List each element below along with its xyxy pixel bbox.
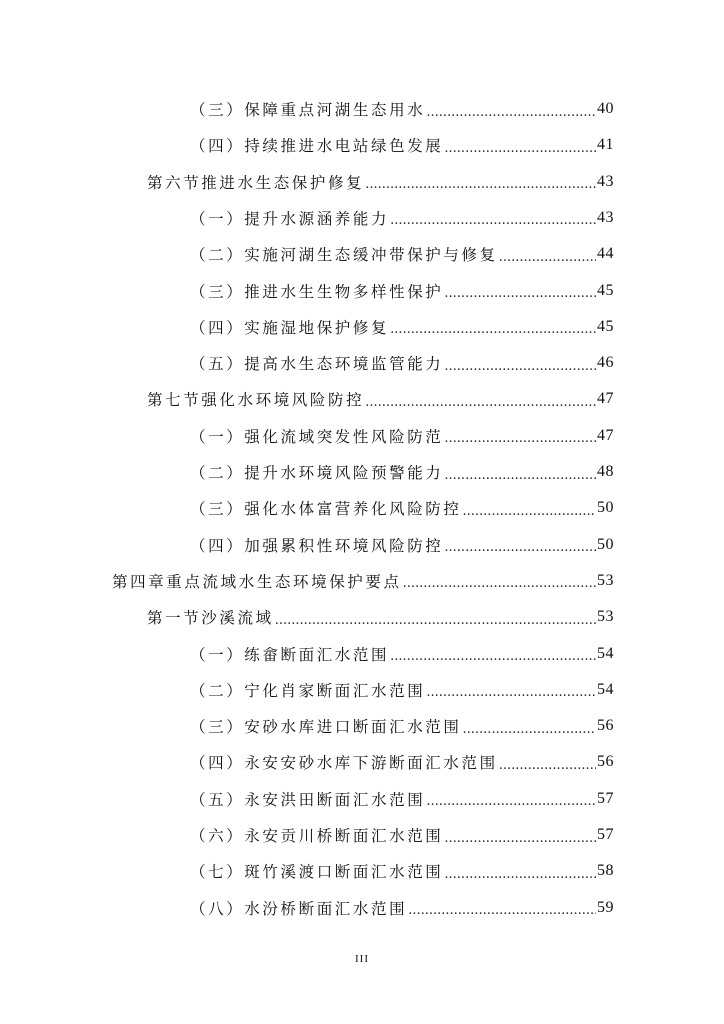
toc-entry-page-number: 43 [597,172,614,190]
toc-dot-leader [275,613,596,628]
toc-entry-item[interactable] [190,856,614,886]
toc-entry-page-number: 54 [597,644,614,662]
toc-entry-item[interactable] [190,130,614,160]
toc-dot-leader [444,286,596,301]
toc-entry-page-number: 56 [597,717,614,735]
toc-dot-leader [463,504,596,519]
toc-dot-leader [390,213,596,228]
toc-entry-item[interactable] [190,203,614,233]
toc-entry-page-number: 53 [597,608,614,626]
toc-dot-leader [390,649,596,664]
toc-entry-item[interactable] [190,276,614,306]
toc-entry-page-number: 40 [597,100,614,117]
toc-entry-title: （四）加强累积性环境风险防控 [190,536,444,555]
toc-entry-item[interactable] [190,457,614,487]
toc-entry-page-number: 43 [597,208,614,226]
toc-entry-item[interactable] [190,348,614,378]
toc-dot-leader [426,105,596,120]
toc-dot-leader [403,576,596,591]
toc-entry-page-number: 41 [597,136,614,154]
toc-entry-item[interactable] [190,530,614,560]
toc-entry-section[interactable] [147,167,614,197]
toc-dot-leader [365,177,596,192]
toc-entry-item[interactable] [190,820,614,850]
toc-dot-leader [444,540,596,555]
page-footer-number: III [355,953,369,965]
toc-entry-item[interactable] [190,747,614,777]
toc-dot-leader [365,395,596,410]
toc-entry-title: （三）推进水生生物多样性保护 [190,282,444,301]
toc-entry-page-number: 54 [597,680,614,698]
toc-entry-item[interactable] [190,675,614,705]
toc-dot-leader [444,431,596,446]
toc-entry-title: （四）持续推进水电站绿色发展 [190,137,444,156]
toc-dot-leader [444,359,596,374]
toc-entry-item[interactable] [190,312,614,342]
toc-entry-title: （五）提高水生态环境监管能力 [190,355,444,374]
toc-entry-title: （七）斑竹溪渡口断面汇水范围 [190,863,444,882]
toc-entry-title: （二）宁化肖家断面汇水范围 [190,681,426,700]
toc-entry-title: （六）永安贡川桥断面汇水范围 [190,827,444,845]
toc-entry-page-number: 47 [597,426,614,444]
toc-entry-page-number: 53 [597,571,614,589]
toc-dot-leader [426,794,596,809]
toc-dot-leader [426,685,596,700]
toc-entry-page-number: 48 [597,463,614,480]
toc-entry-item[interactable] [190,893,614,923]
toc-dot-leader [444,468,596,483]
toc-entry-item[interactable] [190,784,614,814]
toc-entry-page-number: 44 [597,245,614,263]
toc-entry-title: （三）强化水体富营养化风险防控 [190,500,462,519]
toc-dot-leader [408,903,596,918]
toc-entry-page-number: 57 [597,826,614,843]
toc-entry-title: （一）练畲断面汇水范围 [190,645,390,664]
toc-entry-item[interactable] [190,711,614,741]
toc-entry-page-number: 57 [597,789,614,807]
toc-entry-title: （二）实施河湖生态缓冲带保护与修复 [190,246,498,265]
toc-entry-title: （一）强化流域突发性风险防范 [190,427,444,446]
toc-entry-title: （二）提升水环境风险预警能力 [190,464,444,482]
toc-entry-title: （一）提升水源涵养能力 [190,209,390,228]
toc-entry-section[interactable] [147,384,614,414]
toc-entry-item[interactable] [190,639,614,669]
toc-entry-page-number: 45 [597,317,614,335]
toc-entry-title: 第六节推进水生态保护修复 [147,173,365,192]
toc-entry-title: （三）保障重点河湖生态用水 [190,101,426,119]
toc-dot-leader [444,867,596,882]
toc-dot-leader [499,250,596,265]
toc-dot-leader [499,758,596,773]
toc-entry-page-number: 58 [597,862,614,880]
toc-dot-leader [463,722,596,737]
toc-entry-item[interactable] [190,239,614,269]
toc-entry-title: （四）永安安砂水库下游断面汇水范围 [190,754,498,773]
toc-entry-title: 第七节强化水环境风险防控 [147,391,365,410]
toc-entry-page-number: 46 [597,354,614,372]
toc-entry-title: 第一节沙溪流域 [147,609,274,628]
toc-entry-title: （四）实施湿地保护修复 [190,318,390,337]
toc-entry-title: 第四章重点流域水生态环境保护要点 [112,572,402,591]
toc-dot-leader [444,831,596,846]
toc-entry-page-number: 56 [597,753,614,771]
toc-entry-page-number: 45 [597,281,614,299]
toc-entry-chapter[interactable] [112,566,614,596]
toc-entry-title: （三）安砂水库进口断面汇水范围 [190,718,462,737]
toc-entry-page-number: 59 [597,898,614,916]
toc-entry-title: （八）水汾桥断面汇水范围 [190,899,408,918]
toc-entry-item[interactable] [190,94,614,124]
toc-entry-item[interactable] [190,421,614,451]
toc-dot-leader [444,141,596,156]
toc-dot-leader [390,322,596,337]
toc-entry-page-number: 50 [597,535,614,553]
toc-entry-item[interactable] [190,493,614,523]
toc-entry-title: （五）永安洪田断面汇水范围 [190,790,426,809]
toc-entry-page-number: 50 [597,499,614,517]
toc-entry-section[interactable] [147,602,614,632]
toc-entry-page-number: 47 [597,390,614,408]
